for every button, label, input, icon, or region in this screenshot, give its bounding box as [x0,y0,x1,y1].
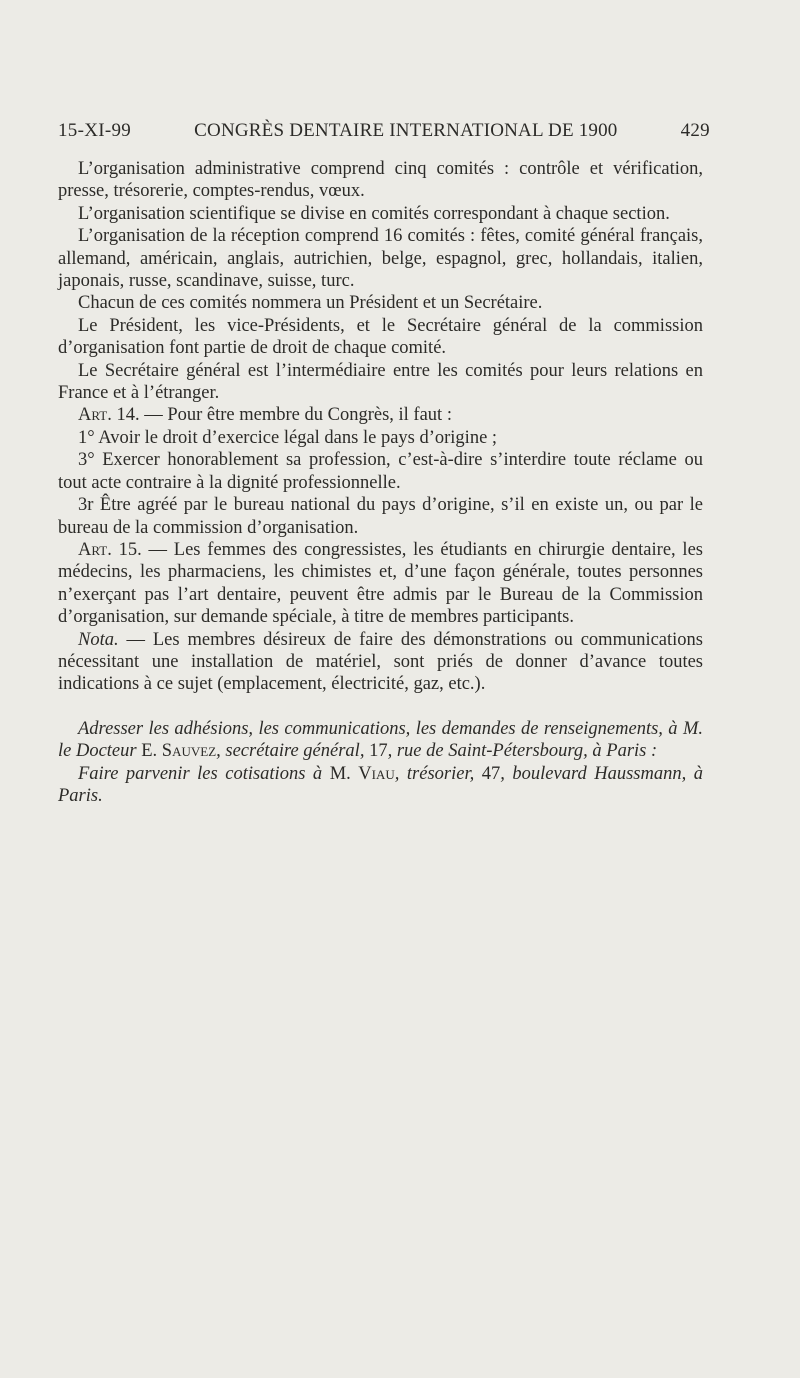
article-15-text: — Les femmes des congressistes, les étudiants en chirurgie dentaire, les médecins, les pharmaciens, les chimistes et, d’une façon générale, toutes personnes n’exerçant pas l’art dentaire, peuvent être admis par le Bureau de la Commission d’organisation, sur demande spéciale, à titre de membres participants. [58,539,703,628]
article-14-label: Art. 14. [78,405,140,426]
address-adhesions: Adresser les adhésions, les communications, les demandes de renseignements, à M. le Docteur E. Sauvez, secrétaire général, 17, rue de Saint-Pétersbourg, à Paris : [58,718,703,762]
article-15 [58,539,703,629]
header-date: 15-XI-99 [58,120,132,141]
condition-3: 3r Être agréé par le bureau national du pays d’origine, s’il en existe un, ou par le bureau de la commission d’organisation. [58,495,703,538]
paragraph-scientific: L’organisation scientifique se divise en comités correspondant à chaque section. [78,203,670,224]
article-14 [58,404,703,426]
page-body [58,158,703,807]
paragraph-reception: L’organisation de la réception comprend 16 comités : fêtes, comité général français, allemand, américain, anglais, autrichien, belge, espagnol, grec, hollandais, italien, japonais, russe, scandinave, suisse, turc. [58,226,703,292]
secretary-name: Sauvez [161,741,217,762]
nota-label: Nota. [78,629,119,650]
paragraph-administrative: L’organisation administrative comprend cinq comités : contrôle et vérification, presse, trésorerie, comptes-rendus, vœux. [58,159,703,202]
paragraph-secretary: Le Secrétaire général est l’intermédiaire entre les comités pour leurs relations en France et à l’étranger. [58,360,703,404]
address-cotisations: Faire parvenir les cotisations à M. Viau, trésorier, 47, boulevard Haussmann, à Paris. [58,763,703,806]
page-number: 429 [680,120,710,141]
article-14-text: — Pour être membre du Congrès, il faut : [139,405,452,426]
nota-text: — Les membres désireux de faire des démonstrations ou communications nécessitant une installation de matériel, sont priés de donner d’avance toutes indications à ce sujet (emplacement, électricité, gaz, etc.). [58,629,703,695]
nota [58,629,703,696]
paragraph-committees: Chacun de ces comités nommera un Président et un Secrétaire. [78,293,543,314]
condition-2: 3° Exercer honorablement sa profession, c’est-à-dire s’interdire toute réclame ou tout acte contraire à la dignité professionnelle. [58,450,703,493]
article-15-label: Art. 15. [78,539,142,560]
paragraph-president: Le Président, les vice-Présidents, et le Secrétaire général de la commission d’organisation font partie de droit de chaque comité. [58,315,703,359]
header-title: CONGRÈS DENTAIRE INTERNATIONAL DE 1900 [194,120,618,141]
treasurer-name: Viau [358,763,395,784]
running-header [58,120,710,142]
condition-1: 1° Avoir le droit d’exercice légal dans le pays d’origine ; [78,427,498,448]
